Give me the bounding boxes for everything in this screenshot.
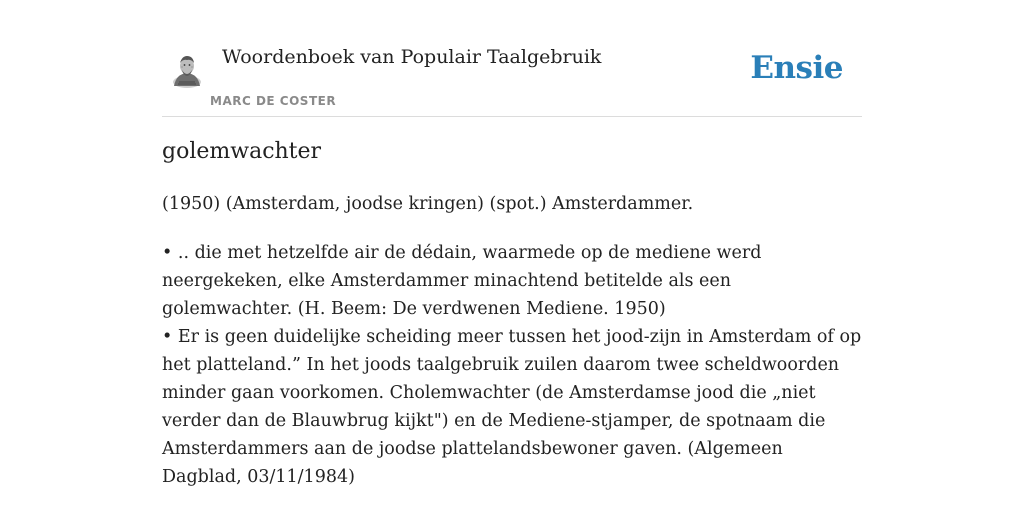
headword: golemwachter <box>162 139 322 164</box>
portrait-engraving-icon[interactable] <box>170 52 204 88</box>
author-name[interactable]: MARC DE COSTER <box>210 94 337 108</box>
page <box>162 0 862 487</box>
dictionary-header <box>162 0 862 117</box>
site-title[interactable]: Woordenboek van Populair Taalgebruik <box>222 46 602 68</box>
quotation: • .. die met hetzelfde air de dédain, waarmede op de mediene werd neergekeken, elke Amsterdammer minachtend betitelde als een golemwachter. (H. Beem: De verdwenen Mediene. 1950) <box>162 243 762 319</box>
definition: (1950) (Amsterdam, joodse kringen) (spot.) Amsterdammer. <box>162 194 694 214</box>
quotation-list <box>162 239 862 491</box>
quotation: • Er is geen duidelijke scheiding meer tussen het jood-zijn in Amsterdam of op het platteland.” In het joods taalgebruik zuilen daarom twee scheldwoorden minder gaan voorkomen. Cholemwachter (de Amsterdamse jood die „niet verder dan de Blauwbrug kijkt") en de Mediene-stjamper, de spotnaam die Amsterdammers aan de joodse plattelandsbewoner gaven. (Algemeen Dagblad, 03/11/1984) <box>162 327 862 487</box>
ensie-logo[interactable]: Ensie <box>750 50 843 86</box>
